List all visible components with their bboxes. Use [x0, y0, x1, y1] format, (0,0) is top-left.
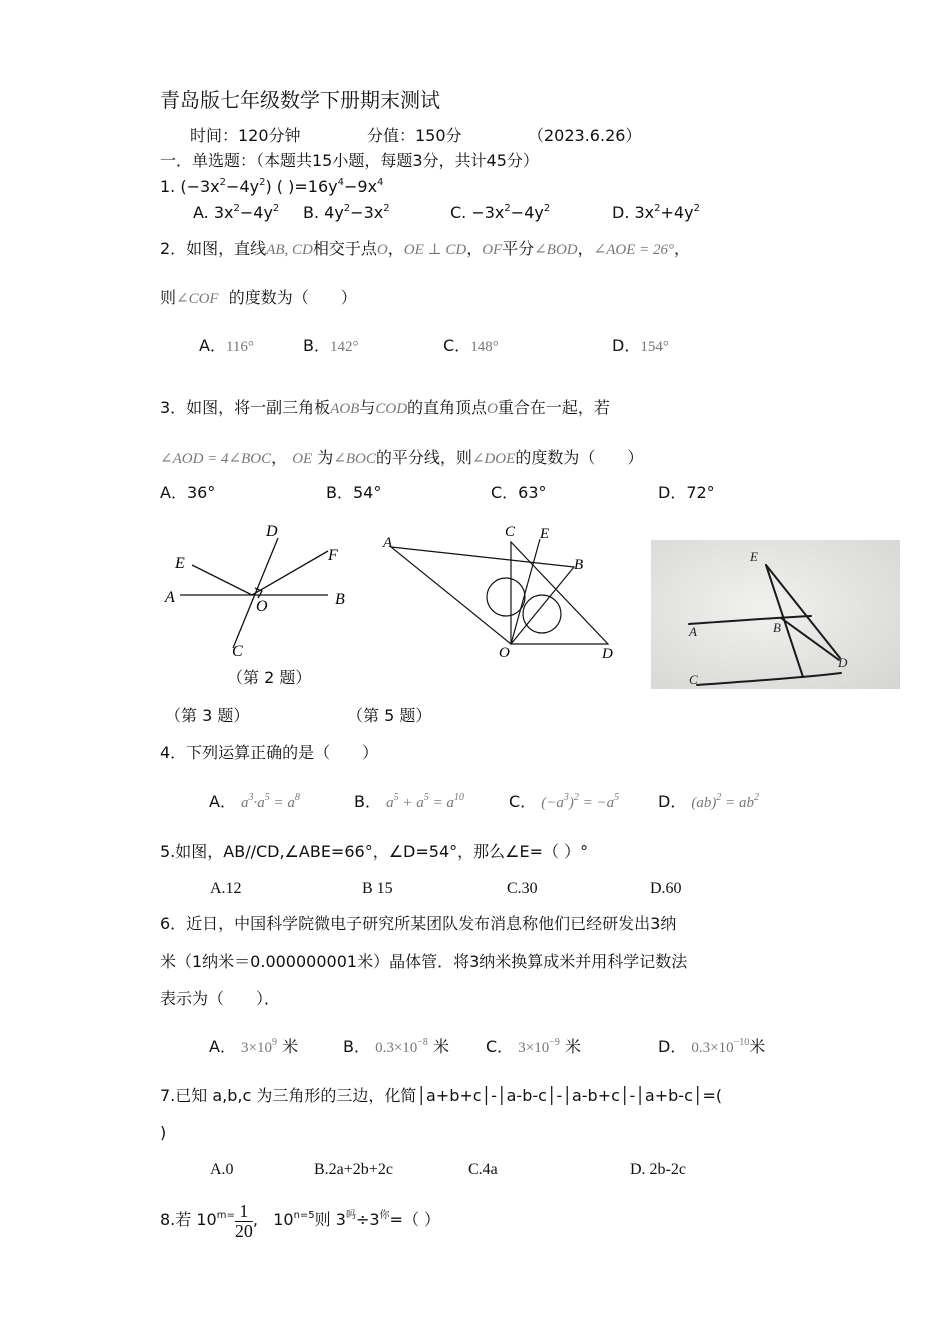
q5-option-c: C.30	[507, 880, 538, 897]
q7-option-b: B.2a+2b+2c	[314, 1161, 393, 1178]
q2-option-b: B．142°	[303, 336, 359, 355]
q3-option-a: A．36°	[160, 483, 216, 502]
q6-option-b: B． $0.3\times 10^{-8}$ 米	[343, 1037, 450, 1056]
exam-time: 时间：120分钟	[190, 126, 301, 145]
q2-option-c: C．148°	[443, 336, 499, 355]
label-c: C	[232, 643, 243, 660]
label-c: C	[505, 524, 516, 540]
label-e: E	[540, 526, 550, 542]
photo-background	[651, 540, 900, 689]
q3-stem-line2: ∠AOD = 4∠BOC， OE 为∠BOC的平分线，则∠DOE的度数为（ ）	[160, 448, 644, 467]
q2-stem-line1: 2．如图，直线AB, CD相交于点O，OE ⊥ CD，OF平分∠BOD，∠AOE = 26°，	[160, 239, 691, 258]
q7-option-c: C.4a	[468, 1161, 498, 1178]
q3-stem-line1: 3．如图，将一副三角板AOB与COD的直角顶点O重合在一起，若	[160, 398, 610, 417]
section-heading: 一．单选题：（本题共15小题，每题3分，共计45分）	[160, 151, 539, 170]
q1-option-d: D. $3x^2+4y^2$	[612, 203, 700, 222]
q5-option-b: B 15	[362, 880, 393, 897]
caption-q5: （第 5 题）	[347, 706, 432, 725]
caption-q3: （第 3 题）	[165, 706, 250, 725]
q7-option-d: D. 2b-2c	[630, 1161, 686, 1178]
label-a: A	[689, 624, 697, 639]
label-d: D	[838, 655, 848, 670]
q6-stem-line1: 6．近日，中国科学院微电子研究所某团队发布消息称他们已经研发出3纳	[160, 914, 677, 933]
q6-option-c: C． $3\times 10^{-9}$ 米	[486, 1037, 581, 1056]
figure-q5-photo	[651, 540, 900, 689]
label-d: D	[602, 646, 613, 662]
q4-option-a: A． $a^3\cdot a^5 = a^8$	[209, 792, 300, 811]
q4-stem: 4．下列运算正确的是（ ）	[160, 743, 379, 762]
q7-option-a: A.0	[210, 1161, 234, 1178]
q6-option-a: A． $3\times 10^9$ 米	[209, 1037, 299, 1056]
q7-stem-line1: 7.已知 a,b,c 为三角形的三边，化简│a+b+c│-│a-b-c│-│a-b+c│-│a+b-c│=(	[160, 1086, 723, 1105]
q1-option-c: C. $-3x^2-4y^2$	[450, 203, 551, 222]
q6-stem-line2: 米（1纳米＝0.000000001米）晶体管．将3纳米换算成米并用科学记数法	[160, 952, 688, 971]
label-a: A	[383, 535, 393, 551]
label-a: A	[165, 589, 175, 606]
label-e: E	[175, 555, 185, 572]
label-c: C	[689, 672, 698, 687]
label-b: B	[773, 620, 781, 635]
q5-stem: 5.如图，AB//CD,∠ABE=66°，∠D=54°，那么∠E=（ ）°	[160, 842, 589, 861]
q6-stem-line3: 表示为（ ）．	[160, 989, 281, 1008]
figure-q3	[378, 520, 628, 665]
protractor-circle-2	[523, 595, 561, 633]
q3-option-d: D．72°	[658, 483, 715, 502]
caption-q2: （第 2 题）	[227, 668, 312, 687]
q1-stem: 1. $(-3x^2-4y^2)$ ( )$=16y^4-9x^4$	[160, 177, 384, 196]
q4-option-c: C． $(-a^3)^2 = -a^5$	[509, 792, 620, 811]
ray-oe	[511, 539, 540, 644]
q4-option-b: B． $a^5 + a^5 = a^{10}$	[354, 792, 464, 811]
exam-score: 分值：150分	[367, 126, 462, 145]
fraction-1-20: $\frac{1}{20}$	[234, 1200, 253, 1241]
q2-stem-line2: 则∠COF 的度数为（ ）	[160, 288, 357, 307]
q5-option-d: D.60	[650, 880, 682, 897]
q2-option-d: D．154°	[612, 336, 669, 355]
label-b: B	[574, 557, 584, 573]
q3-option-b: B．54°	[326, 483, 382, 502]
ray-oe	[192, 565, 252, 595]
q1-option-b: B. $4y^2-3x^2$	[303, 203, 390, 222]
exam-date: （2023.6.26）	[528, 126, 642, 145]
label-b: B	[335, 591, 345, 608]
q8-stem: 8.若 $10^{m=}$ $\frac{1}{20}$ , $10^{n=5}$则 $3^吗\div 3^你=$（ ）	[160, 1200, 441, 1241]
label-e: E	[750, 549, 758, 564]
label-d: D	[266, 523, 278, 540]
label-o: O	[499, 645, 510, 661]
page-title: 青岛版七年级数学下册期末测试	[160, 88, 440, 112]
q1-option-a: A. $3x^2-4y^2$	[193, 203, 280, 222]
q3-option-c: C．63°	[491, 483, 547, 502]
q7-stem-line2: )	[160, 1123, 167, 1142]
q2-option-a: A．116°	[199, 336, 254, 355]
q4-option-d: D． $(ab)^2 = ab^2$	[658, 792, 760, 811]
label-f: F	[328, 547, 338, 564]
figure-q2	[160, 518, 360, 668]
protractor-circle-1	[487, 578, 525, 616]
label-o: O	[256, 598, 268, 615]
q6-option-d: D． $0.3\times 10^{-10}$米	[658, 1037, 766, 1056]
q5-option-a: A.12	[210, 880, 242, 897]
